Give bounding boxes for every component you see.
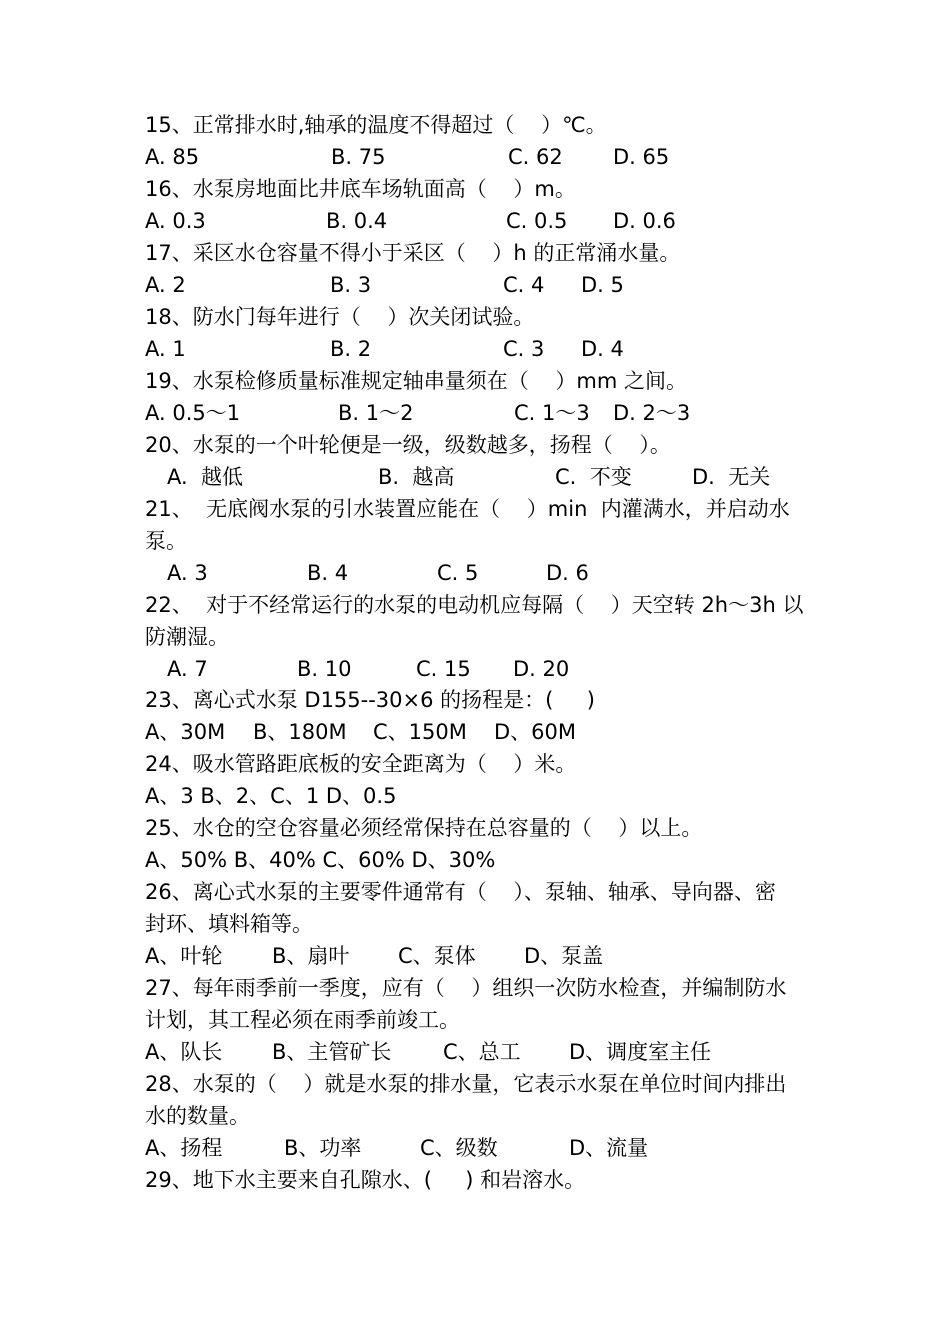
q16-option-a: A. 0.3	[145, 209, 206, 233]
question-21: 21、 无底阀水泵的引水装置应能在（ ）min 内灌满水，并启动水	[145, 497, 790, 521]
question-27-cont: 计划，其工程必须在雨季前竣工。	[145, 1008, 460, 1032]
q26-option-a: A、叶轮	[145, 944, 223, 968]
q15-option-d: D. 65	[613, 145, 670, 169]
question-26-cont: 封环、填料箱等。	[145, 912, 313, 936]
q16-option-d: D. 0.6	[613, 209, 676, 233]
q17-option-b: B. 3	[330, 273, 372, 297]
question-22: 22、 对于不经常运行的水泵的电动机应每隔（ ）天空转 2h～3h 以	[145, 593, 804, 617]
q24-options: A、3 B、2、C、1 D、0.5	[145, 784, 397, 808]
question-17: 17、采区水仓容量不得小于采区（ ）h 的正常涌水量。	[145, 241, 681, 265]
q21-option-c: C. 5	[437, 561, 479, 585]
q22-option-c: C. 15	[416, 657, 471, 681]
question-22-cont: 防潮湿。	[145, 625, 229, 649]
q19-option-d: D. 2～3	[613, 401, 691, 425]
q27-option-c: C、总工	[443, 1040, 521, 1064]
q26-option-c: C、泵体	[398, 944, 476, 968]
question-25: 25、水仓的空仓容量必须经常保持在总容量的（ ）以上。	[145, 816, 703, 840]
question-28: 28、水泵的（ ）就是水泵的排水量，它表示水泵在单位时间内排出	[145, 1072, 787, 1096]
q26-option-b: B、扇叶	[272, 944, 350, 968]
q27-option-d: D、调度室主任	[569, 1040, 712, 1064]
q27-option-b: B、主管矿长	[272, 1040, 392, 1064]
q17-option-c: C. 4	[503, 273, 545, 297]
q19-option-b: B. 1～2	[338, 401, 414, 425]
question-18: 18、防水门每年进行（ ）次关闭试验。	[145, 305, 535, 329]
question-27: 27、每年雨季前一季度，应有（ ）组织一次防水检查，并编制防水	[145, 976, 787, 1000]
q28-option-c: C、级数	[420, 1136, 498, 1160]
question-21-cont: 泵。	[145, 529, 187, 553]
question-26: 26、离心式水泵的主要零件通常有（ ）、泵轴、轴承、导向器、密	[145, 880, 776, 904]
q22-option-d: D. 20	[513, 657, 570, 681]
question-28-cont: 水的数量。	[145, 1104, 250, 1128]
q17-option-d: D. 5	[581, 273, 624, 297]
q23-option-a: A、30M	[145, 720, 226, 744]
q23-option-c: C、150M	[373, 720, 467, 744]
q23-option-b: B、180M	[253, 720, 347, 744]
q26-option-d: D、泵盖	[524, 944, 604, 968]
question-15: 15、正常排水时,轴承的温度不得超过（ ）℃。	[145, 113, 607, 137]
question-24: 24、吸水管路距底板的安全距离为（ ）米。	[145, 752, 577, 776]
q20-option-b: B. 越高	[378, 465, 455, 489]
q18-option-d: D. 4	[581, 337, 624, 361]
q17-option-a: A. 2	[145, 273, 186, 297]
q20-option-d: D. 无关	[692, 465, 771, 489]
q15-option-c: C. 62	[508, 145, 563, 169]
question-20: 20、水泵的一个叶轮便是一级，级数越多，扬程（ ）。	[145, 433, 671, 457]
q25-options: A、50% B、40% C、60% D、30%	[145, 848, 496, 872]
q20-option-a: A. 越低	[167, 465, 244, 489]
q18-option-b: B. 2	[330, 337, 372, 361]
q21-option-a: A. 3	[167, 561, 208, 585]
q21-option-d: D. 6	[546, 561, 589, 585]
q19-option-a: A. 0.5～1	[145, 401, 241, 425]
q15-option-b: B. 75	[331, 145, 386, 169]
q22-option-a: A. 7	[167, 657, 208, 681]
question-23: 23、离心式水泵 D155--30×6 的扬程是：( )	[145, 688, 595, 712]
q23-option-d: D、60M	[494, 720, 577, 744]
q20-option-c: C. 不变	[555, 465, 632, 489]
question-29: 29、地下水主要来自孔隙水、( ) 和岩溶水。	[145, 1168, 586, 1192]
q18-option-a: A. 1	[145, 337, 186, 361]
q19-option-c: C. 1～3	[514, 401, 590, 425]
q18-option-c: C. 3	[503, 337, 545, 361]
q22-option-b: B. 10	[297, 657, 352, 681]
q15-option-a: A. 85	[145, 145, 200, 169]
question-16: 16、水泵房地面比井底车场轨面高（ ）m。	[145, 177, 576, 201]
question-19: 19、水泵检修质量标准规定轴串量须在（ ）mm 之间。	[145, 369, 688, 393]
q16-option-b: B. 0.4	[326, 209, 388, 233]
q21-option-b: B. 4	[307, 561, 349, 585]
q27-option-a: A、队长	[145, 1040, 223, 1064]
q28-option-b: B、功率	[284, 1136, 362, 1160]
q28-option-d: D、流量	[569, 1136, 649, 1160]
q28-option-a: A、扬程	[145, 1136, 223, 1160]
q16-option-c: C. 0.5	[506, 209, 568, 233]
